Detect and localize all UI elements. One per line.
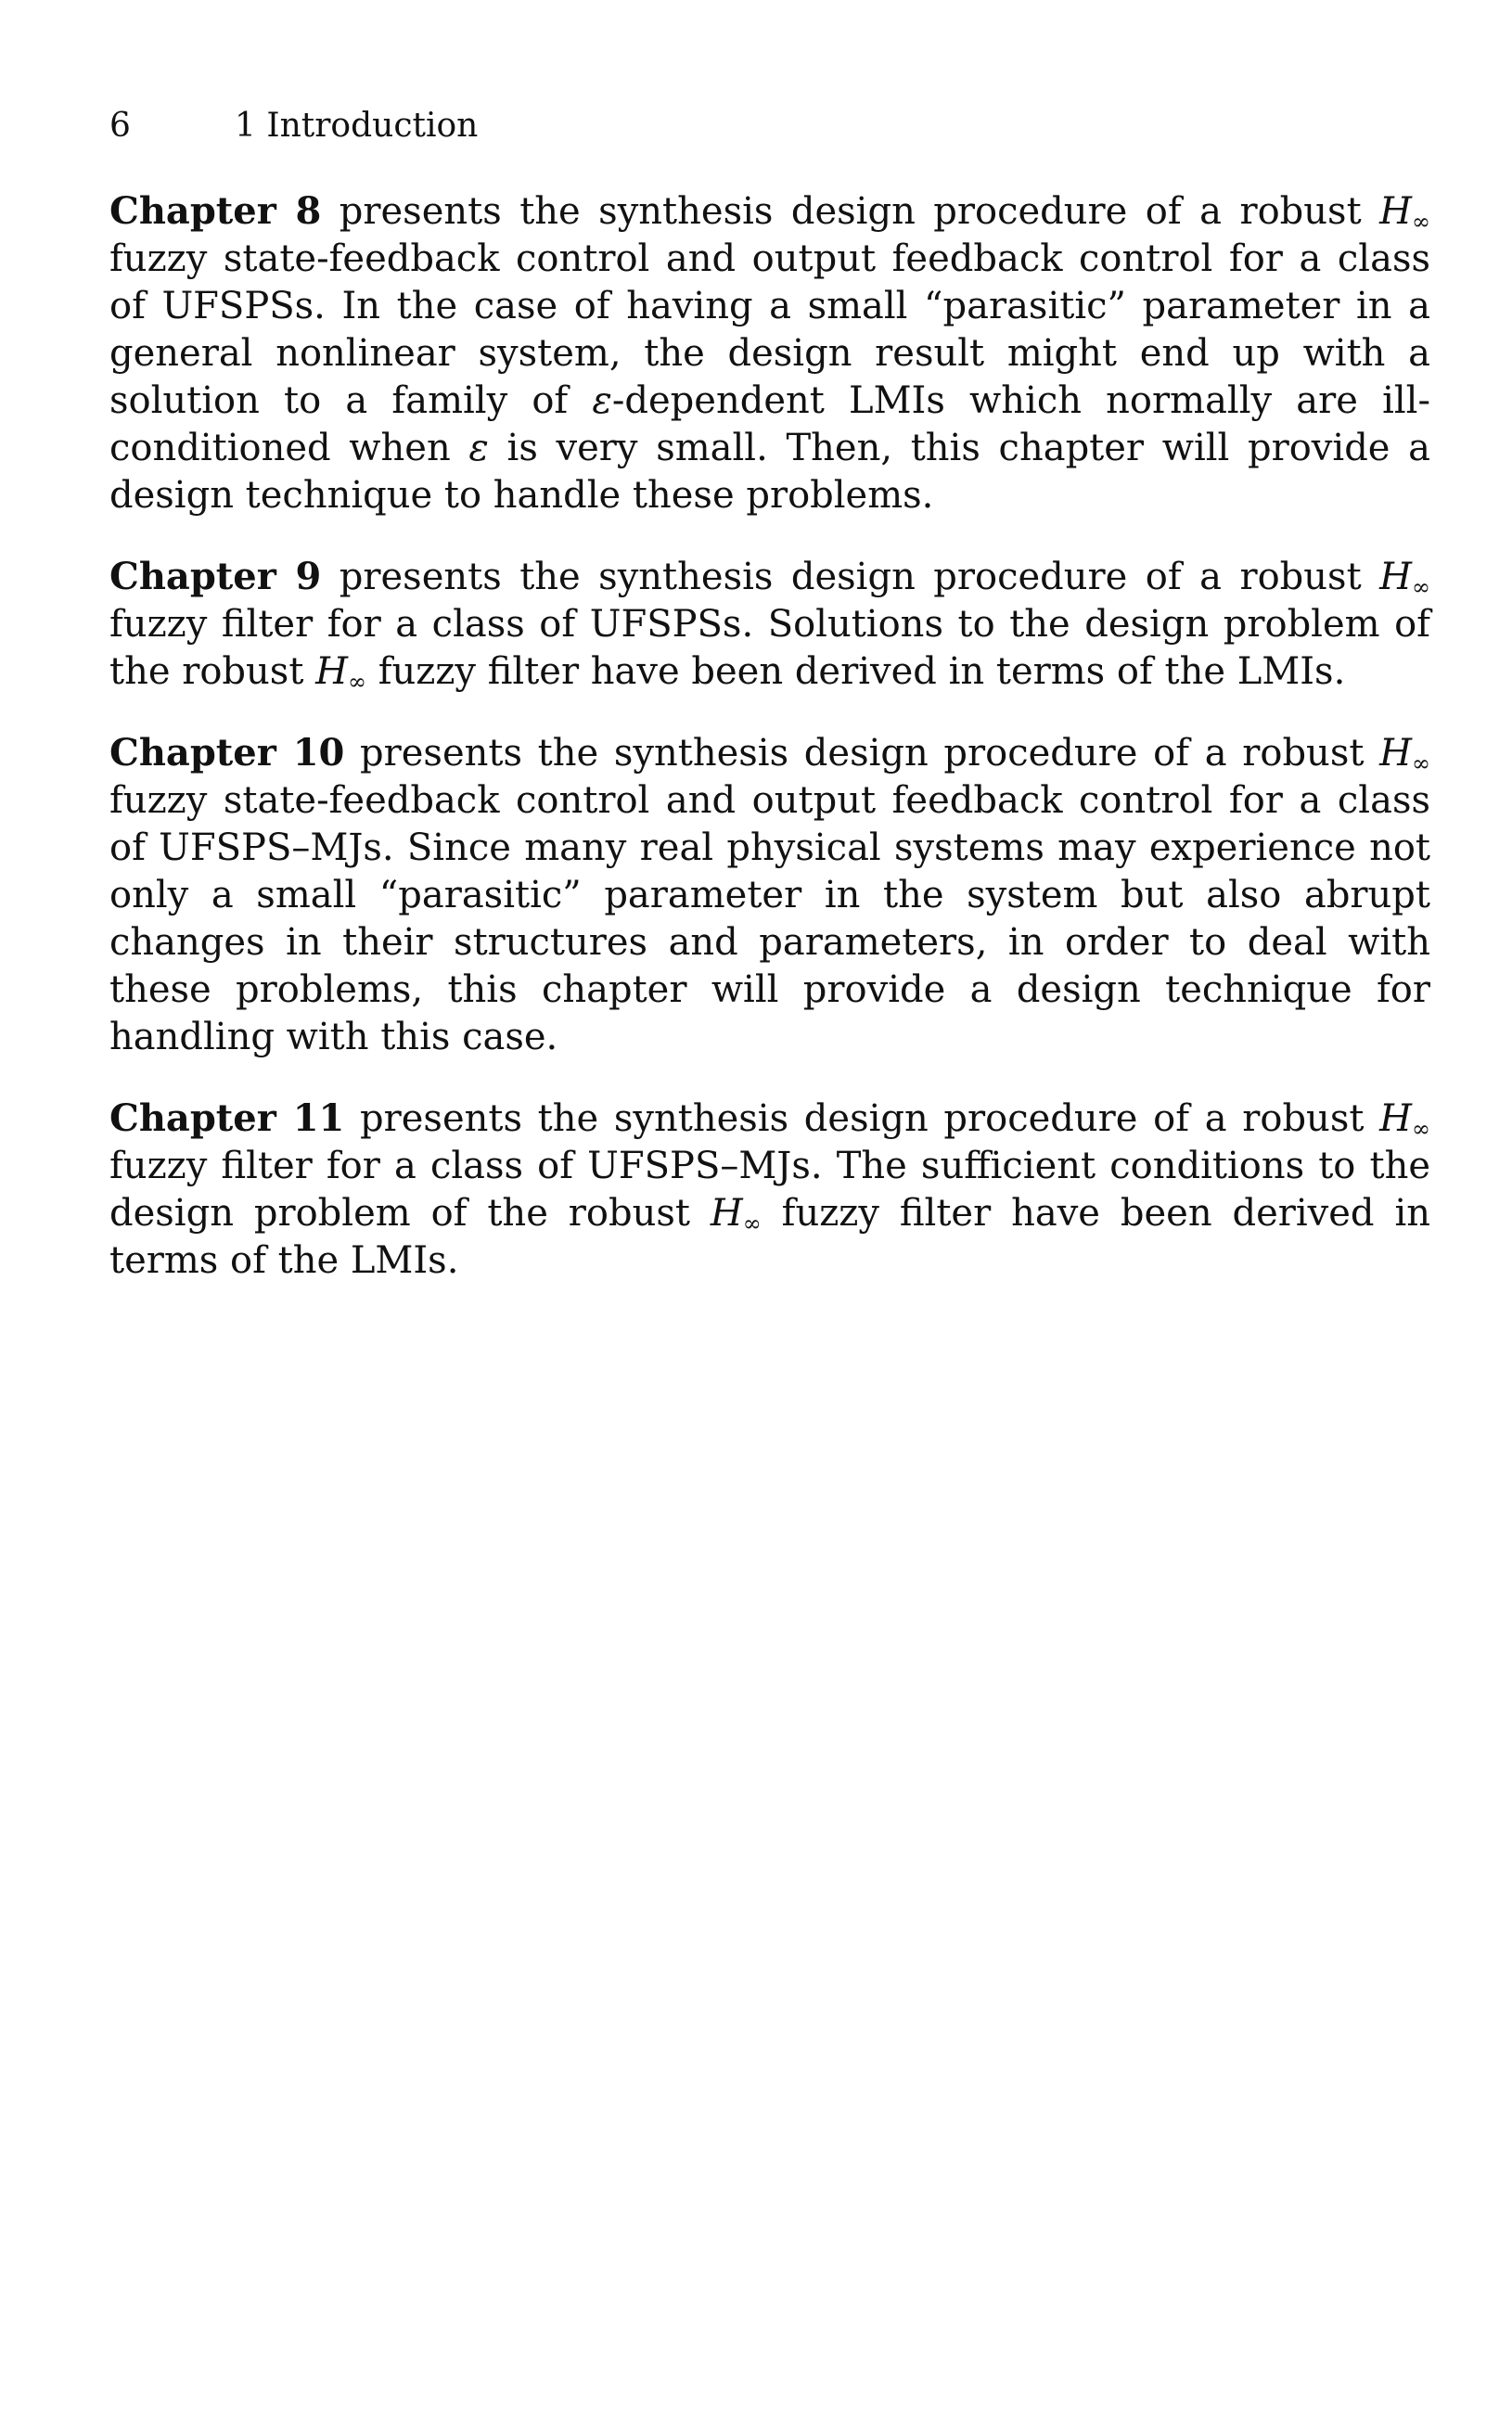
text-run: fuzzy filter have been derived in terms of the LMIs. (109, 1192, 1430, 1282)
chapter-lead: Chapter 8 (109, 189, 322, 233)
h-infinity-symbol: $H_\infty$ (1379, 732, 1430, 776)
chapter-lead: Chapter 9 (109, 555, 322, 598)
text-run: fuzzy filter for a class of UFSPSs. Solutions to the design problem of the robust (109, 603, 1430, 693)
text-run: presents the synthesis design procedure of a robust (321, 556, 1380, 598)
text-run: fuzzy state-feedback control and output feedback control for a class of UFSPS–MJs. Since many real physical systems may experience not only a small “parasitic” parameter in the system but also abrupt changes in their structures and parameters, in order to deal with these problems, this chapter will provide a design technique for handling with this case. (109, 779, 1430, 1058)
paragraph-chapter-9 (109, 553, 1430, 696)
h-infinity-symbol: $H_\infty$ (315, 650, 366, 695)
chapter-lead: Chapter 11 (109, 1096, 345, 1140)
paragraph-chapter-10 (109, 729, 1430, 1061)
text-run: fuzzy filter for a class of UFSPS–MJs. The sufficient conditions to the design problem of the robust (109, 1145, 1430, 1235)
running-head (109, 106, 478, 147)
text-run: presents the synthesis design procedure of a robust (344, 1097, 1380, 1140)
text-run: fuzzy state-feedback control and output feedback control for a class of UFSPSs. In the case of having a small “parasitic” parameter in a general nonlinear system, the design result might end up with a solution to a family of (109, 237, 1430, 422)
paragraph-chapter-8 (109, 187, 1430, 519)
text-run: presents the synthesis design procedure of a robust (344, 732, 1380, 775)
chapter-lead: Chapter 10 (109, 731, 345, 775)
text-run: -dependent LMIs which normally are ill-conditioned when (109, 379, 1430, 469)
h-infinity-symbol: $H_\infty$ (1379, 190, 1430, 235)
h-infinity-symbol: $H_\infty$ (710, 1192, 762, 1236)
text-run: is very small. Then, this chapter will provide a design technique to handle these problems. (109, 427, 1430, 517)
section-title: 1 Introduction (235, 107, 479, 145)
text-run: fuzzy filter have been derived in terms of the LMIs. (366, 650, 1346, 693)
text-run: presents the synthesis design procedure of a robust (321, 190, 1380, 233)
page-number: 6 (109, 107, 131, 145)
paragraph-chapter-11 (109, 1095, 1430, 1285)
h-infinity-symbol: $H_\infty$ (1379, 1097, 1430, 1142)
h-infinity-symbol: $H_\infty$ (1379, 556, 1430, 600)
epsilon-symbol: ε (468, 427, 489, 469)
body-text (109, 187, 1430, 1318)
epsilon-symbol: ε (592, 379, 612, 422)
